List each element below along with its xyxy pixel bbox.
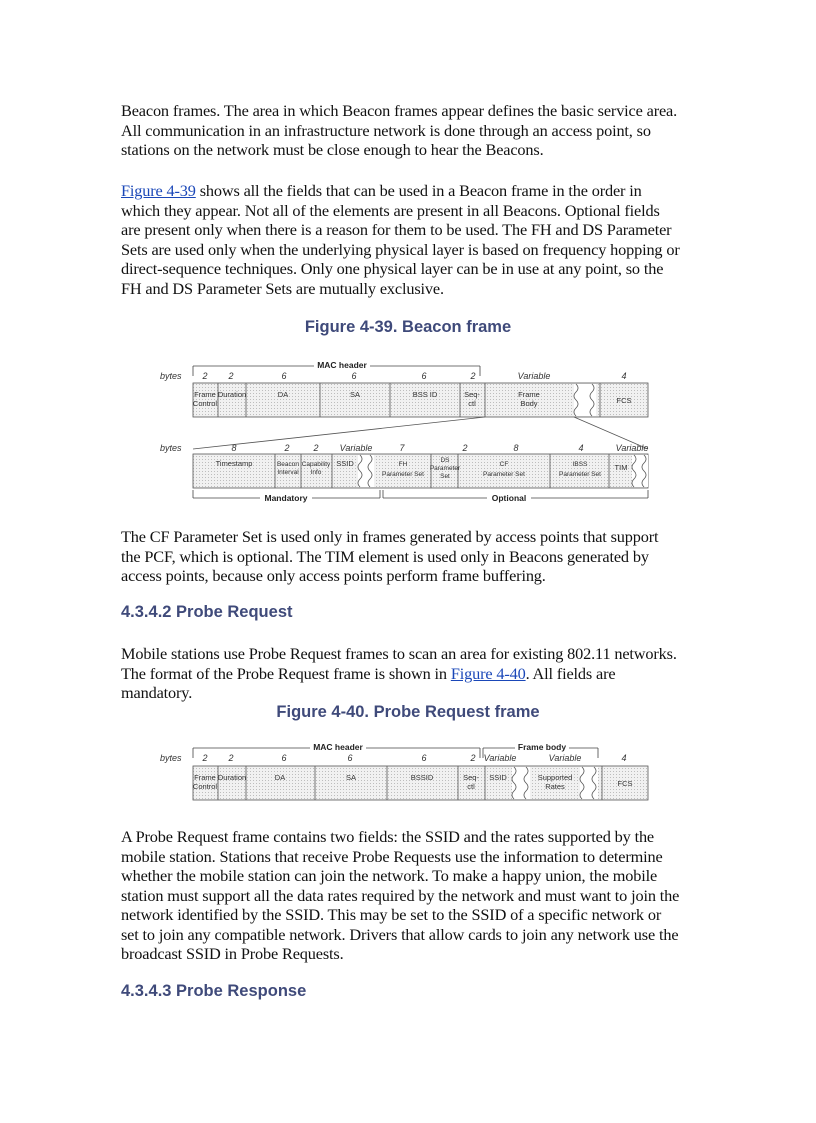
size-label: 2 <box>470 753 476 763</box>
figure-4-40-title: Figure 4-40. Probe Request frame <box>276 703 540 721</box>
field-frame-body: Frame Body <box>518 390 540 408</box>
field-ssid: SSID <box>336 459 354 468</box>
paragraph-cf-parameter: The CF Parameter Set is used only in frames generated by access points that support the PCF, which is optional. The TIM element is used only in Beacons generated by access points, because only access points perform frame buffering. <box>121 527 659 585</box>
paragraph-probe-request-fields: A Probe Request frame contains two fields: the SSID and the rates supported by the mobile station. Stations that receive Probe Requests use the information to determine whether the mobile station can join the network. To make a happy union, the mobile station must support all the data rates required by the network and must want to join the network identified by the SSID. This may be set to the SSID of a specific network or set to join any compatible network. Drivers that allow cards to join any network use the broadcast SSID in Probe Requests. <box>121 827 680 963</box>
frame-body-label: Frame body <box>517 742 567 752</box>
size-label: 6 <box>281 371 287 381</box>
field-duration: Duration <box>217 390 247 399</box>
size-label: 2 <box>228 753 234 763</box>
bytes-label: bytes <box>160 443 182 453</box>
figure-4-39-link[interactable]: Figure 4-39 <box>121 181 196 200</box>
field-frame-control: Frame Control <box>192 773 218 791</box>
size-label: 8 <box>231 443 237 453</box>
field-da: DA <box>274 773 286 782</box>
size-label: 6 <box>421 753 427 763</box>
size-label: 6 <box>347 753 353 763</box>
field-sa: SA <box>349 390 361 399</box>
size-label: 2 <box>202 753 208 763</box>
bytes-label: bytes <box>160 371 182 381</box>
size-label: 6 <box>281 753 287 763</box>
size-label: Variable <box>339 443 373 453</box>
size-label: 2 <box>462 443 468 453</box>
mac-header-label: MAC header <box>317 360 367 370</box>
field-ibss-parameter-set: IBSS Parameter Set <box>559 461 601 478</box>
field-cf-parameter-set: CF Parameter Set <box>483 461 525 478</box>
paragraph-beacon-fields <box>121 181 681 298</box>
paragraph-beacon-area: Beacon frames. The area in which Beacon frames appear defines the basic service area. All communication in an infrastructure network is done through an access point, so stations on the network must be close enough to hear the Beacons. <box>121 101 678 159</box>
field-fcs: FCS <box>616 396 632 405</box>
field-supported-rates: Supported Rates <box>537 773 573 791</box>
size-label: 4 <box>621 753 627 763</box>
size-label: 2 <box>228 371 234 381</box>
field-ds-parameter-set: DS Parameter Set <box>429 457 461 480</box>
probe-request-diagram <box>160 738 660 810</box>
field-capability-info: Capability Info <box>301 461 331 476</box>
size-label: Variable <box>517 371 551 381</box>
size-label: 2 <box>284 443 290 453</box>
field-bssid: BSS ID <box>412 390 438 399</box>
heading-probe-request: 4.3.4.2 Probe Request <box>121 603 293 621</box>
field-frame-control: Frame Control <box>192 390 218 408</box>
field-da: DA <box>277 390 289 399</box>
size-label: 8 <box>513 443 519 453</box>
size-label: 6 <box>421 371 427 381</box>
paragraph-probe-request-tail: . All fields are mandatory. <box>121 663 616 702</box>
size-label: Variable <box>483 753 517 763</box>
size-label: 2 <box>313 443 319 453</box>
field-tim: TIM <box>614 463 628 472</box>
field-seq-ctl: Seq-ctl <box>464 390 480 408</box>
mac-header-label: MAC header <box>313 742 363 752</box>
size-label: 4 <box>621 371 627 381</box>
paragraph-beacon-fields-text: shows all the fields that can be used in a Beacon frame in the order in which they appear. Not all of the elements are present in all Beacons. Optional fields are present only when there is a reason for them to be used. The FH and DS Parameter Sets are used only when the underlying physical layer is based on frequency hopping or direct-sequence techniques. Only one physical layer can be in use at any point, so the FH and DS Parameter Sets are mutually exclusive. <box>121 181 680 298</box>
bytes-label: bytes <box>160 753 182 763</box>
size-label: 2 <box>470 371 476 381</box>
field-duration: Duration <box>217 773 247 782</box>
field-sa: SA <box>345 773 357 782</box>
figure-4-39-title: Figure 4-39. Beacon frame <box>304 318 512 336</box>
field-seq-ctl: Seq-ctl <box>463 773 479 791</box>
field-ssid: SSID <box>489 773 507 782</box>
size-label: Variable <box>615 443 649 453</box>
optional-label: Optional <box>491 493 527 503</box>
size-label: 7 <box>399 443 405 453</box>
field-timestamp: Timestamp <box>215 459 253 468</box>
size-label: 4 <box>578 443 584 453</box>
paragraph-probe-request-text: Mobile stations use Probe Request frames to scan an area for existing 802.11 networks. The format of the Probe Request frame is shown in <box>121 644 677 683</box>
field-beacon-interval: Beacon Interval <box>276 461 300 476</box>
field-fcs: FCS <box>617 779 633 788</box>
field-fh-parameter-set: FH Parameter Set <box>382 461 424 478</box>
size-label: Variable <box>548 753 582 763</box>
beacon-frame-diagram <box>160 354 660 514</box>
size-label: 6 <box>351 371 357 381</box>
heading-probe-response: 4.3.4.3 Probe Response <box>121 982 307 1000</box>
size-label: 2 <box>202 371 208 381</box>
field-bssid: BSSID <box>410 773 434 782</box>
paragraph-probe-request <box>121 644 681 703</box>
figure-4-40-link[interactable]: Figure 4-40 <box>450 663 526 683</box>
mandatory-label: Mandatory <box>264 493 308 503</box>
